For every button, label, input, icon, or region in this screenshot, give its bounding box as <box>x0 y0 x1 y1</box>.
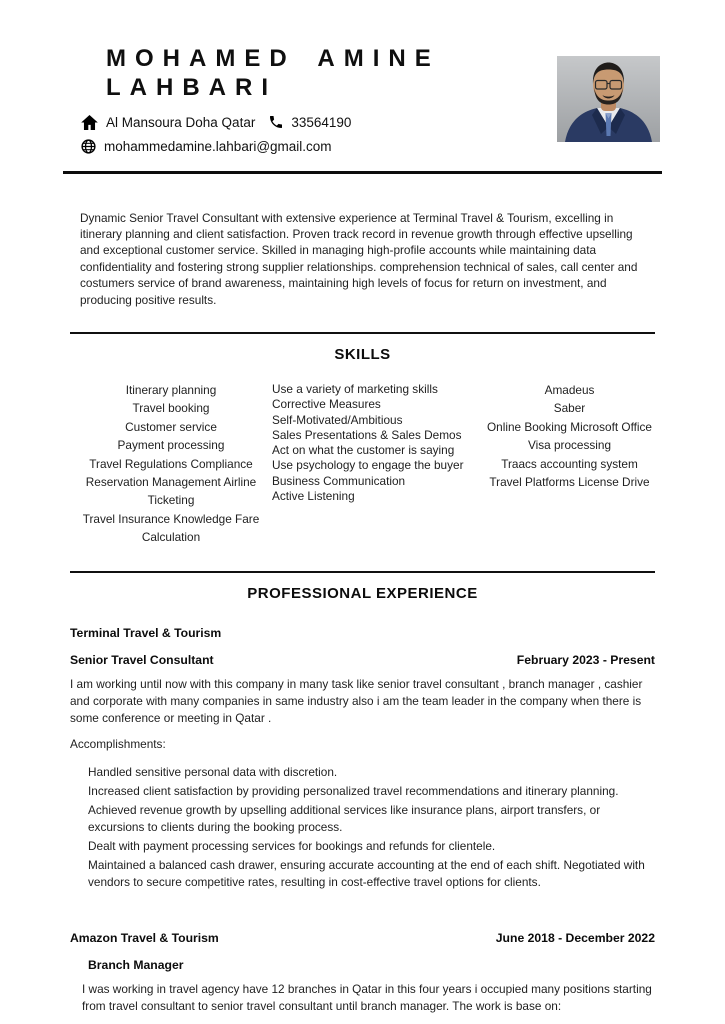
skill-item: Act on what the customer is saying <box>272 443 455 458</box>
skill-item: Travel Platforms License Drive <box>489 475 650 489</box>
email-text: mohammedamine.lahbari@gmail.com <box>104 138 332 154</box>
skill-item: Travel Insurance Knowledge Fare Calculation <box>82 511 260 545</box>
candidate-name <box>106 44 557 103</box>
job1-accomplishments-label: Accomplishments: <box>70 736 166 751</box>
header-rule <box>63 171 662 174</box>
job1-role: Senior Travel Consultant <box>70 652 214 667</box>
skill-item: Sales Presentations & Sales Demos <box>272 427 462 442</box>
experience-section <box>70 626 655 1015</box>
skills-section-title: SKILLS <box>334 345 391 363</box>
job1-role-row <box>70 653 655 667</box>
candidate-last-name: LAHBARI <box>106 74 277 102</box>
skill-item: Payment processing <box>117 438 225 453</box>
contact-line-email <box>80 138 557 155</box>
phone-number: 33564190 <box>291 114 352 130</box>
skills-column-1 <box>78 381 264 547</box>
home-icon <box>80 113 99 132</box>
skill-item: Saber <box>553 401 586 416</box>
job2-role: Branch Manager <box>88 957 184 972</box>
skill-item: Itinerary planning <box>125 382 217 397</box>
header-identity <box>80 44 557 155</box>
accomplishment-item: Increased client satisfaction by providing personalized travel recommendations and itinerary planning. <box>88 783 619 798</box>
skill-item: Reservation Management Airline Ticketing <box>85 475 257 508</box>
contact-line-address-phone <box>80 113 557 132</box>
skills-grid <box>78 381 653 547</box>
candidate-first-name: MOHAMED AMINE <box>106 45 440 72</box>
skills-column-2 <box>272 381 486 547</box>
job1-dates: February 2023 - Present <box>516 652 655 667</box>
accomplishment-item: Maintained a balanced cash drawer, ensuring accurate accounting at the end of each shift. Negotiated with vendors to secure competitive rates, resulting in cost-effective travel options for clients. <box>88 857 645 889</box>
job1-company: Terminal Travel & Tourism <box>70 625 222 640</box>
job1-description: I am working until now with this company in many task like senior travel consultant , branch manager , cashier and corporate with many companies in same industry also i am the team leader in the company when there is some conference or meeting in Qatar . <box>70 676 643 725</box>
skill-item: Business Communication <box>272 473 406 488</box>
skill-item: Online Booking Microsoft Office <box>486 419 652 434</box>
phone-icon <box>268 114 284 130</box>
professional-summary: Dynamic Senior Travel Consultant with extensive experience at Terminal Travel & Tourism, excelling in itinerary planning and client satisfaction. Proven track record in revenue growth through effective upselling and exceptional customer service. Skilled in managing high-profile accounts while maintaining data confidentiality and fostering strong supplier relationships. comprehension technical of sales, call center and costumers service of brand awareness, maintaining high levels of focus for return on investment, and producing positive results. <box>80 210 638 307</box>
job2-description: I was working in travel agency have 12 branches in Qatar in this four years i occupied many positions starting from travel consultant to senior travel consultant until branch manager. The work is base on: <box>82 981 652 1013</box>
skills-column-3 <box>486 381 653 547</box>
section-divider-skills <box>70 332 655 334</box>
skill-item: Corrective Measures <box>272 397 381 412</box>
skill-item: Active Listening <box>272 489 355 504</box>
profile-photo <box>557 56 660 142</box>
skill-item: Customer service <box>125 419 217 434</box>
job2-dates: June 2018 - December 2022 <box>495 930 655 945</box>
skill-item: Travel Regulations Compliance <box>89 456 253 471</box>
section-divider-experience <box>70 571 655 573</box>
header <box>0 0 725 155</box>
experience-section-title: PROFESSIONAL EXPERIENCE <box>247 584 478 602</box>
skill-item: Travel booking <box>132 401 210 416</box>
skill-item: Amadeus <box>544 382 595 397</box>
globe-icon <box>80 138 97 155</box>
skill-item: Self-Motivated/Ambitious <box>272 412 403 427</box>
skill-item: Visa processing <box>527 438 612 453</box>
accomplishment-item: Handled sensitive personal data with discretion. <box>88 764 338 779</box>
job2-company: Amazon Travel & Tourism <box>70 930 219 945</box>
address-text: Al Mansoura Doha Qatar <box>106 114 256 130</box>
job1-company-row <box>70 626 655 640</box>
accomplishment-item: Achieved revenue growth by upselling additional services like insurance plans, airport transfers, or excursions to clients during the booking process. <box>88 802 601 834</box>
job2-company-row <box>70 931 655 945</box>
job1-accomplishments-list <box>70 764 655 891</box>
skill-item: Traacs accounting system <box>501 456 638 471</box>
accomplishment-item: Dealt with payment processing services for bookings and refunds for clientele. <box>88 838 496 853</box>
skill-item: Use psychology to engage the buyer <box>272 458 464 473</box>
skill-item: Use a variety of marketing skills <box>272 381 438 396</box>
